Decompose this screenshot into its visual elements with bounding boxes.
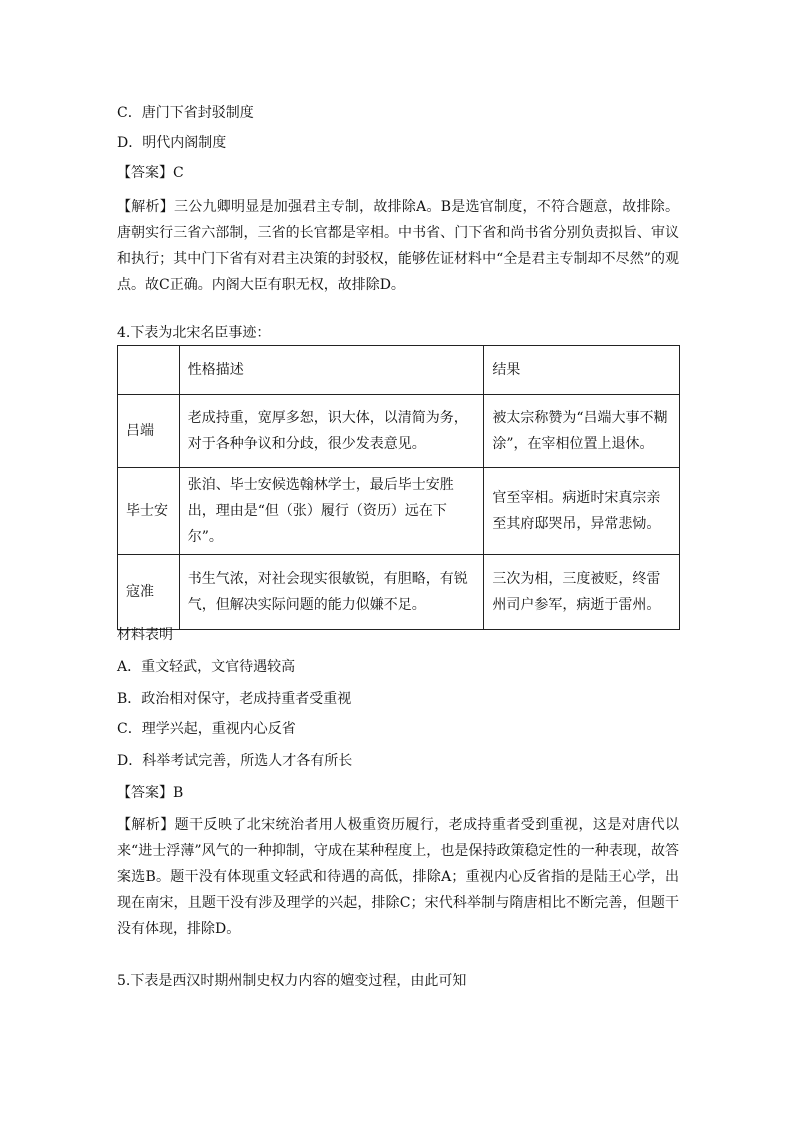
q3-option-d: D．明代内阁制度 [117, 135, 227, 151]
table-cell-description: 老成持重，宽厚多恕，识大体，以清简为务，对于各种争议和分歧，很少发表意见。 [179, 395, 484, 468]
q4-stem: 4.下表为北宋名臣事迹： [117, 325, 271, 341]
table-row [118, 468, 680, 555]
table-header-cell [118, 346, 180, 395]
q5-stem: 5.下表是西汉时期州制史权力内容的嬗变过程，由此可知 [117, 973, 467, 989]
q3-option-c: C．唐门下省封驳制度 [117, 105, 254, 121]
table-cell-result: 三次为相，三度被贬，终雷州司户参军，病逝于雷州。 [484, 555, 680, 630]
q4-option-c: C．理学兴起，重视内心反省 [117, 721, 296, 737]
q3-analysis: 【解析】三公九卿明显是加强君主专制，故排除A。B是选官制度，不符合题意，故排除。唐朝实行三省六部制，三省的长官都是宰相。中书省、门下省和尚书省分别负责拟旨、审议和执行；其中门下省有对君主决策的封驳权，能够佐证材料中“全是君主专制却不尽然”的观点。故C正确。内阁大臣有职无权，故排除D。 [117, 199, 679, 293]
table-cell-description: 张洎、毕士安候选翰林学士，最后毕士安胜出，理由是“但（张）履行（资历）远在下尔”。 [179, 468, 484, 555]
table-cell-description: 书生气浓，对社会现实很敏锐，有胆略，有锐气，但解决实际问题的能力似嫌不足。 [179, 555, 484, 630]
table-row [118, 555, 680, 630]
table-cell-name: 寇准 [118, 555, 180, 630]
table-cell-name: 吕端 [118, 395, 180, 468]
table-header-cell: 性格描述 [179, 346, 484, 395]
q4-table [117, 345, 680, 630]
q3-answer: 【答案】C [117, 165, 184, 181]
table-row [118, 395, 680, 468]
table-header-cell: 结果 [484, 346, 680, 395]
q4-lead: 材料表明 [117, 627, 173, 643]
q4-answer: 【答案】B [117, 785, 184, 801]
q4-option-a: A．重文轻武，文官待遇较高 [117, 659, 296, 675]
table-header-row [118, 346, 680, 395]
table-cell-name: 毕士安 [118, 468, 180, 555]
q4-option-d: D．科举考试完善，所选人才各有所长 [117, 753, 353, 769]
q4-option-b: B．政治相对保守，老成持重者受重视 [117, 691, 352, 707]
table-cell-result: 被太宗称赞为“吕端大事不糊涂”，在宰相位置上退休。 [484, 395, 680, 468]
table-cell-result: 官至宰相。病逝时宋真宗亲至其府邸哭吊，异常悲恸。 [484, 468, 680, 555]
q4-analysis: 【解析】题干反映了北宋统治者用人极重资历履行，老成持重者受到重视，这是对唐代以来“进士浮薄”风气的一种抑制，守成在某种程度上，也是保持政策稳定性的一种表现，故答案选B。题干没有体现重文轻武和待遇的高低，排除A；重视内心反省指的是陆王心学，出现在南宋，且题干没有涉及理学的兴起，排除C；宋代科举制与隋唐相比不断完善，但题干没有体现，排除D。 [117, 817, 679, 937]
